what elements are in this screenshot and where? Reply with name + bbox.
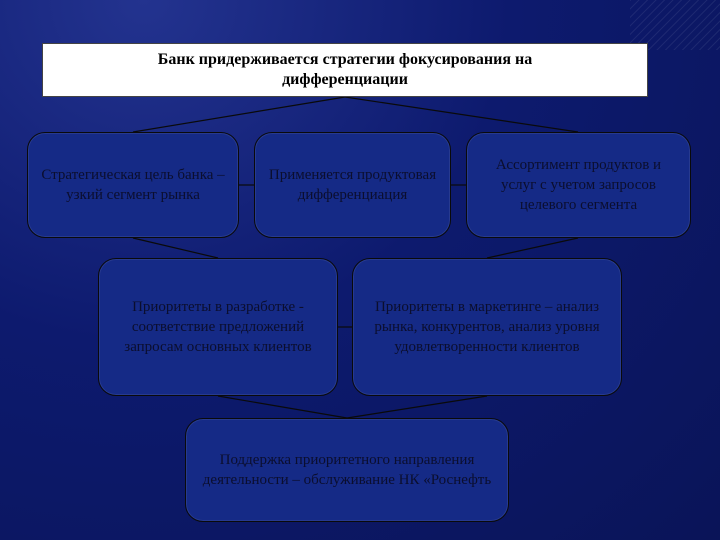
diagram-title: [42, 43, 648, 97]
connector-title-goal: [133, 97, 345, 132]
node-product-differentiation: [254, 132, 451, 238]
node-priority-support-text: Поддержка приоритетного направления деятельности – обслуживание НК «Роснефть: [202, 452, 492, 488]
connector-development-support: [218, 396, 347, 418]
node-strategic-goal: [27, 132, 239, 238]
diagram-title-text: Банк придерживается стратегии фокусирования на дифференциации: [157, 51, 533, 88]
connector-goal-development: [133, 238, 218, 258]
node-assortment: [466, 132, 691, 238]
connector-assortment-marketing: [487, 238, 578, 258]
node-strategic-goal-text: Стратегическая цель банка – узкий сегмент рынка: [41, 167, 225, 203]
connector-title-assortment: [345, 97, 578, 132]
node-assortment-text: Ассортимент продуктов и услуг с учетом запросов целевого сегмента: [495, 157, 662, 213]
node-development-priorities-text: Приоритеты в разработке - соответствие предложений запросам основных клиентов: [124, 299, 312, 355]
node-marketing-priorities-text: Приоритеты в маркетинге – анализ рынка, конкурентов, анализ уровня удовлетворенности клиентов: [374, 299, 600, 355]
node-development-priorities: [98, 258, 338, 396]
node-marketing-priorities: [352, 258, 622, 396]
node-product-differentiation-text: Применяется продуктовая дифференциация: [268, 167, 437, 203]
node-priority-support: [185, 418, 509, 522]
connector-marketing-support: [347, 396, 487, 418]
